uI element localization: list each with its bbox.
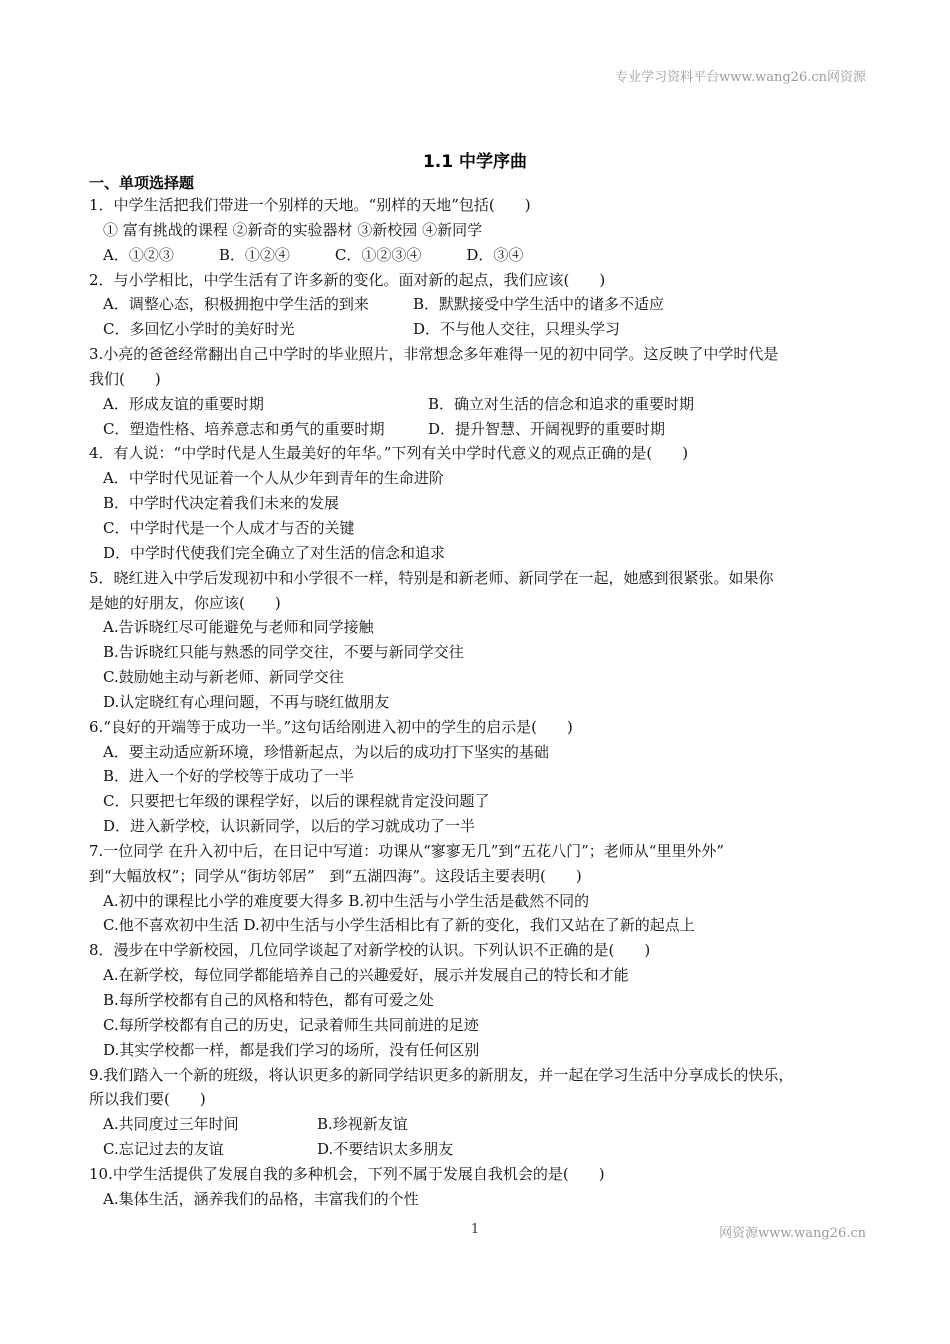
header-watermark: 专业学习资料平台www.wang26.cn网资源 [615, 70, 866, 85]
option-b: B.珍视新友谊 [317, 1115, 408, 1134]
question-2-options-cd [89, 317, 869, 342]
option-d: D．提升智慧、开阔视野的重要时期 [428, 419, 666, 438]
question-8: 8．漫步在中学新校园，几位同学谈起了对新学校的认识。下列认识不正确的是( ) [89, 941, 651, 960]
option-c: C．多回忆小学时的美好时光 [103, 320, 295, 339]
question-2-options-ab [89, 292, 869, 317]
footer-watermark: 网资源www.wang26.cn [719, 1226, 866, 1241]
question-3-line-2: 我们( ) [89, 369, 161, 388]
question-7-line-2: 到“大幅放权”；同学从“街坊邻居” 到“五湖四海”。这段话主要表明( ) [89, 866, 582, 885]
option-b: B．默默接受中学生活中的诸多不适应 [413, 295, 665, 314]
question-6-option-c: C．只要把七年级的课程学好，以后的课程就肯定没问题了 [103, 792, 490, 811]
section-heading: 一、单项选择题 [89, 174, 195, 192]
option-c: C．塑造性格、培养意志和勇气的重要时期 [103, 419, 385, 438]
question-4-option-a: A．中学时代见证着一个人从少年到青年的生命进阶 [103, 469, 444, 488]
question-7-options-cd: C.他不喜欢初中生活 D.初中生活与小学生活相比有了新的变化，我们又站在了新的起点上 [103, 916, 695, 935]
question-9-line-2: 所以我们要( ) [89, 1090, 206, 1109]
question-6: 6.“良好的开端等于成功一半。”这句话给刚进入初中的学生的启示是( ) [89, 717, 573, 736]
question-10: 10.中学生活提供了发展自我的多种机会，下列不属于发展自我机会的是( ) [89, 1164, 605, 1183]
question-9-line-1: 9.我们踏入一个新的班级，将认识更多的新同学结识更多的新朋友，并一起在学习生活中分享成长的快乐， [89, 1065, 794, 1084]
question-2: 2．与小学相比，中学生活有了许多新的变化。面对新的起点，我们应该( ) [89, 270, 606, 289]
question-3-line-1: 3.小亮的爸爸经常翻出自己中学时的毕业照片，非常想念多年难得一见的初中同学。这反映了中学时代是 [89, 345, 779, 364]
question-8-option-b: B.每所学校都有自己的风格和特色，都有可爱之处 [103, 991, 434, 1009]
question-7-line-1: 7.一位同学 在升入初中后，在日记中写道：功课从“寥寥无几”到“五花八门”；老师从“里里外外” [89, 841, 725, 860]
page-title: 1.1 中学序曲 [422, 152, 528, 172]
option-a: A．形成友谊的重要时期 [103, 394, 264, 413]
question-8-option-c: C.每所学校都有自己的历史，记录着师生共同前进的足迹 [103, 1015, 479, 1034]
question-1-items: ① 富有挑战的课程 ②新奇的实验器材 ③新校园 ④新同学 [103, 220, 483, 239]
page-number: 1 [470, 1222, 480, 1237]
question-9-options-ab [89, 1112, 869, 1137]
question-8-option-a: A.在新学校，每位同学都能培养自己的兴趣爱好，展示并发展自己的特长和才能 [103, 966, 629, 985]
question-8-option-d: D.其实学校都一样，都是我们学习的场所，没有任何区别 [103, 1040, 480, 1059]
question-5-line-1: 5．晓红进入中学后发现初中和小学很不一样，特别是和新老师、新同学在一起，她感到很紧张。如果你 [89, 568, 774, 587]
question-5-option-c: C.鼓励她主动与新老师、新同学交往 [103, 668, 344, 687]
option-a: A.共同度过三年时间 [103, 1115, 239, 1134]
question-list [89, 193, 869, 1212]
question-1: 1．中学生活把我们带进一个别样的天地。“别样的天地”包括( ) [89, 196, 531, 214]
question-4: 4．有人说：“中学时代是人生最美好的年华。”下列有关中学时代意义的观点正确的是( ) [89, 444, 689, 463]
option-c: C.忘记过去的友谊 [103, 1140, 224, 1159]
question-5-option-b: B.告诉晓红只能与熟悉的同学交往，不要与新同学交往 [103, 643, 464, 662]
question-10-option-a: A.集体生活，涵养我们的品格，丰富我们的个性 [103, 1189, 419, 1208]
question-1-options: A．①②③ B．①②④ C．①②③④ D．③④ [103, 245, 524, 264]
question-4-option-d: D．中学时代使我们完全确立了对生活的信念和追求 [103, 543, 446, 562]
question-6-option-d: D．进入新学校，认识新同学，以后的学习就成功了一半 [103, 817, 476, 836]
question-4-option-c: C．中学时代是一个人成才与否的关键 [103, 518, 355, 537]
question-3-options-ab [89, 392, 869, 417]
question-6-option-b: B．进入一个好的学校等于成功了一半 [103, 767, 355, 786]
option-b: B．确立对生活的信念和追求的重要时期 [428, 394, 695, 413]
question-6-option-a: A．要主动适应新环境，珍惜新起点，为以后的成功打下坚实的基础 [103, 742, 549, 761]
question-4-option-b: B．中学时代决定着我们未来的发展 [103, 494, 340, 513]
question-5-option-a: A.告诉晓红尽可能避免与老师和同学接触 [103, 618, 374, 637]
question-5-option-d: D.认定晓红有心理问题，不再与晓红做朋友 [103, 692, 390, 711]
question-7-options-ab: A.初中的课程比小学的难度要大得多 B.初中生活与小学生活是截然不同的 [103, 891, 590, 910]
option-d: D．不与他人交往，只埋头学习 [413, 320, 621, 339]
option-d: D.不要结识太多朋友 [317, 1140, 454, 1159]
option-a: A．调整心态，积极拥抱中学生活的到来 [103, 295, 369, 314]
question-5-line-2: 是她的好朋友，你应该( ) [89, 593, 281, 612]
question-3-options-cd [89, 417, 869, 442]
question-9-options-cd [89, 1137, 869, 1162]
